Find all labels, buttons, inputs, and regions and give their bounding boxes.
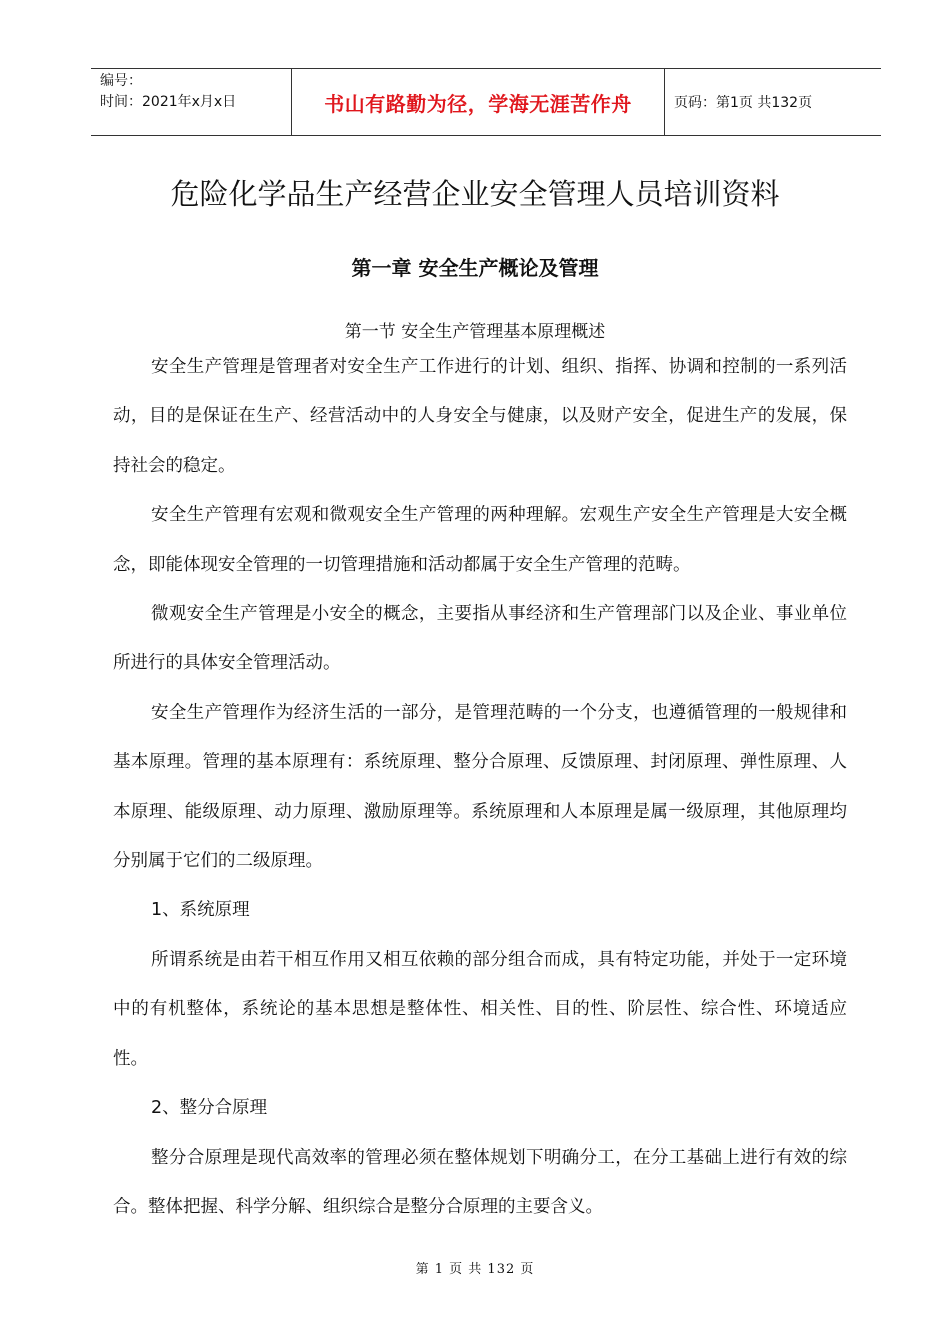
page-footer: 第 1 页 共 132 页: [415, 1262, 535, 1277]
subheading: 1、系统原理: [151, 900, 250, 921]
number-label: 编号：: [100, 73, 142, 89]
paragraph: 安全生产管理是管理者对安全生产工作进行的计划、组织、指挥、协调和控制的一系列活动，目的是保证在生产、经营活动中的人身安全与健康，以及财产安全，促进生产的发展，保持社会的稳定。: [113, 357, 847, 476]
page-info: 页码：第1页 共132页: [674, 95, 813, 111]
header-meta-cell: [91, 69, 292, 135]
paragraph: 安全生产管理作为经济生活的一部分，是管理范畴的一个分支，也遵循管理的一般规律和基本原理。管理的基本原理有：系统原理、整分合原理、反馈原理、封闭原理、弹性原理、人本原理、能级原理、动力原理、激励原理等。系统原理和人本原理是属一级原理，其他原理均分别属于它们的二级原理。: [113, 702, 847, 872]
time-label: 时间：2021年x月x日: [100, 94, 237, 110]
header-motto-cell: [292, 69, 665, 135]
body-text: [113, 343, 847, 1232]
paragraph: 整分合原理是现代高效率的管理必须在整体规划下明确分工，在分工基础上进行有效的综合。整体把握、科学分解、组织综合是整分合原理的主要含义。: [113, 1147, 847, 1217]
subheading: 2、整分合原理: [151, 1098, 268, 1119]
document-title: 危险化学品生产经营企业安全管理人员培训资料: [170, 177, 780, 211]
paragraph: 微观安全生产管理是小安全的概念，主要指从事经济和生产管理部门以及企业、事业单位所进行的具体安全管理活动。: [113, 604, 847, 674]
paragraph: 所谓系统是由若干相互作用又相互依赖的部分组合而成，具有特定功能，并处于一定环境中的有机整体，系统论的基本思想是整体性、相关性、目的性、阶层性、综合性、环境适应性。: [113, 949, 847, 1069]
section-heading: 第一节 安全生产管理基本原理概述: [344, 322, 606, 342]
paragraph: 安全生产管理有宏观和微观安全生产管理的两种理解。宏观生产安全生产管理是大安全概念，即能体现安全管理的一切管理措施和活动都属于安全生产管理的范畴。: [113, 505, 847, 575]
header-page-cell: [665, 69, 881, 135]
header-table: [91, 68, 881, 136]
chapter-heading: 第一章 安全生产概论及管理: [351, 256, 599, 280]
motto-text: 书山有路勤为径，学海无涯苦作舟: [324, 91, 632, 116]
